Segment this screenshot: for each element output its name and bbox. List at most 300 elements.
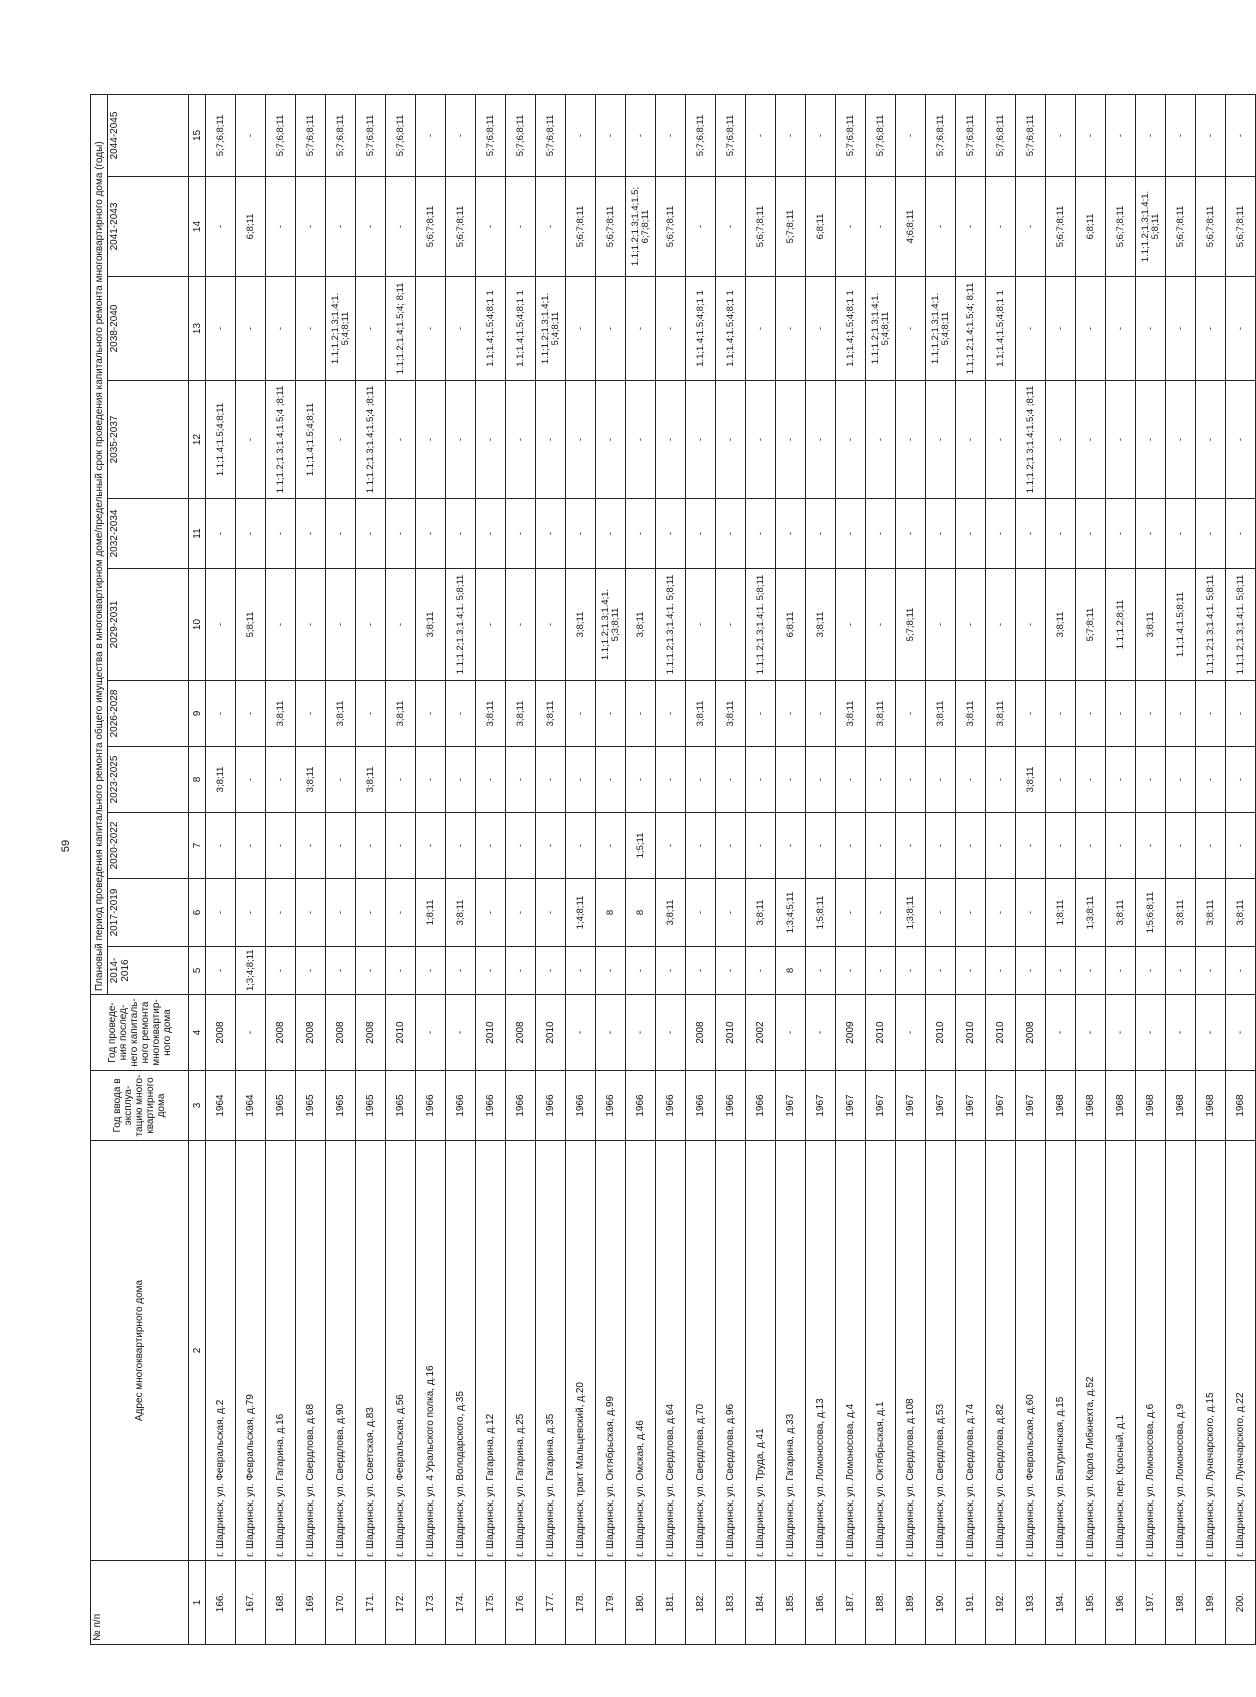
row-period-cell: 1.1;1.2;1.3;1.4;1. 5;8;11	[1196, 569, 1226, 681]
row-address: г. Шадринск, ул. Свердлова, д.96	[716, 1141, 746, 1561]
row-period-cell: -	[1016, 177, 1046, 277]
row-period-cell: -	[1076, 681, 1106, 747]
row-period-cell: -	[776, 681, 806, 747]
column-number: 11	[189, 499, 206, 569]
row-period-cell: 5;6;7;8;11	[746, 177, 776, 277]
row-period-cell: -	[266, 747, 296, 813]
row-period-cell: 3;8;11	[746, 879, 776, 947]
table-row	[566, 94, 596, 1644]
row-number: 181.	[656, 1561, 686, 1645]
row-period-cell: -	[1226, 499, 1256, 569]
row-period-cell: -	[806, 747, 836, 813]
row-number: 198.	[1166, 1561, 1196, 1645]
row-period-cell: -	[896, 747, 926, 813]
row-period-cell: -	[1016, 681, 1046, 747]
row-period-cell: 4;6;8;11	[896, 177, 926, 277]
row-period-cell: -	[956, 947, 986, 995]
row-period-cell: -	[476, 569, 506, 681]
row-period-cell: 5;7;6;8;11	[956, 94, 986, 176]
row-period-cell: -	[1016, 879, 1046, 947]
header-period: 2029-2031	[108, 569, 189, 681]
row-number: 194.	[1046, 1561, 1076, 1645]
row-period-cell: 5;7;6;8;11	[686, 94, 716, 176]
row-period-cell: -	[806, 381, 836, 499]
header-period: 2014-2016	[108, 947, 189, 995]
column-number: 6	[189, 879, 206, 947]
row-address: г. Шадринск, ул. Гагарина, д.16	[266, 1141, 296, 1561]
row-period-cell: -	[296, 277, 326, 381]
row-year-last-repair: -	[1136, 995, 1166, 1071]
row-period-cell: -	[656, 499, 686, 569]
row-period-cell: 5;7;6;8;11	[836, 94, 866, 176]
row-period-cell: -	[1046, 947, 1076, 995]
row-address: г. Шадринск, ул. Гагарина, д.25	[506, 1141, 536, 1561]
row-period-cell: 5;7;6;8;11	[536, 94, 566, 176]
row-period-cell: -	[806, 499, 836, 569]
row-period-cell: 3;8;11	[416, 569, 446, 681]
table-row	[746, 94, 776, 1644]
row-period-cell: 1;5;6;8;11	[1136, 879, 1166, 947]
row-period-cell: -	[1166, 813, 1196, 879]
row-address: г. Шадринск, ул. Луначарского, д.15	[1196, 1141, 1226, 1561]
row-period-cell: 3;8;11	[1166, 879, 1196, 947]
row-number: 177.	[536, 1561, 566, 1645]
row-period-cell: -	[206, 177, 236, 277]
row-number: 189.	[896, 1561, 926, 1645]
row-period-cell: -	[446, 499, 476, 569]
row-period-cell: 5;7;6;8;11	[356, 94, 386, 176]
row-year-commission: 1965	[266, 1071, 296, 1141]
row-period-cell: -	[956, 879, 986, 947]
column-number: 15	[189, 94, 206, 176]
row-period-cell: 1.1;1.2;8;11	[1106, 569, 1136, 681]
row-period-cell: 1.1;1.4;1.5;4;8;11	[296, 381, 326, 499]
row-period-cell: 3;8;11	[1226, 879, 1256, 947]
header-period: 2017-2019	[108, 879, 189, 947]
row-period-cell: -	[476, 947, 506, 995]
row-year-last-repair: 2008	[686, 995, 716, 1071]
row-period-cell: -	[1196, 947, 1226, 995]
row-address: г. Шадринск, ул. Свердлова, д.70	[686, 1141, 716, 1561]
row-period-cell: -	[326, 879, 356, 947]
row-period-cell: -	[1226, 94, 1256, 176]
row-period-cell: -	[656, 813, 686, 879]
row-number: 196.	[1106, 1561, 1136, 1645]
column-number: 10	[189, 569, 206, 681]
row-period-cell: -	[296, 681, 326, 747]
row-period-cell: -	[476, 879, 506, 947]
row-period-cell: -	[866, 813, 896, 879]
row-period-cell: 3;8;11	[1106, 879, 1136, 947]
row-year-commission: 1965	[296, 1071, 326, 1141]
header-period: 2020-2022	[108, 813, 189, 879]
row-period-cell: -	[986, 381, 1016, 499]
row-period-cell: 6;8;11	[776, 569, 806, 681]
row-period-cell: -	[1016, 947, 1046, 995]
row-period-cell: -	[1046, 813, 1076, 879]
row-period-cell: -	[926, 747, 956, 813]
row-period-cell: -	[686, 569, 716, 681]
row-period-cell: 5;6;7;8;11	[1226, 177, 1256, 277]
row-number: 193.	[1016, 1561, 1046, 1645]
row-period-cell: 3;8;11	[386, 681, 416, 747]
row-year-last-repair: 2010	[716, 995, 746, 1071]
row-period-cell: -	[836, 813, 866, 879]
row-number: 191.	[956, 1561, 986, 1645]
row-period-cell: 6;8;11	[236, 177, 266, 277]
row-number: 182.	[686, 1561, 716, 1645]
row-period-cell: -	[596, 499, 626, 569]
row-period-cell: 5;6;7;8;11	[1196, 177, 1226, 277]
row-period-cell: 5;7;6;8;11	[1016, 94, 1046, 176]
row-period-cell: -	[986, 813, 1016, 879]
column-number: 12	[189, 381, 206, 499]
row-period-cell: -	[1076, 747, 1106, 813]
row-period-cell: -	[266, 569, 296, 681]
row-period-cell: -	[716, 947, 746, 995]
row-period-cell: -	[1166, 947, 1196, 995]
row-period-cell: -	[1076, 947, 1106, 995]
row-period-cell: -	[746, 681, 776, 747]
row-period-cell: -	[206, 813, 236, 879]
row-period-cell: -	[926, 813, 956, 879]
row-period-cell: -	[446, 277, 476, 381]
row-period-cell: -	[506, 747, 536, 813]
row-period-cell: 5;7;6;8;11	[716, 94, 746, 176]
row-period-cell: 5;7;6;8;11	[926, 94, 956, 176]
row-period-cell: 1.1;1.4;1.5;4;8;1 1	[836, 277, 866, 381]
row-address: г. Шадринск, ул. Труда, д.41	[746, 1141, 776, 1561]
row-period-cell: -	[536, 177, 566, 277]
row-period-cell: 1.1;1.2;1.3;1.4;1. 5;8;11	[656, 569, 686, 681]
row-period-cell: -	[206, 879, 236, 947]
row-period-cell: -	[956, 747, 986, 813]
row-period-cell: 1.1;1.4;1.5;8;11	[1166, 569, 1196, 681]
table-row	[1196, 94, 1226, 1644]
row-period-cell: -	[1016, 277, 1046, 381]
row-period-cell: -	[506, 813, 536, 879]
row-period-cell: -	[986, 177, 1016, 277]
row-period-cell: -	[1016, 813, 1046, 879]
row-number: 178.	[566, 1561, 596, 1645]
row-period-cell: -	[866, 177, 896, 277]
row-address: г. Шадринск, ул. Свердлова, д.90	[326, 1141, 356, 1561]
table-row	[386, 94, 416, 1644]
row-period-cell: -	[506, 177, 536, 277]
header-period: 2035-2037	[108, 381, 189, 499]
row-period-cell: -	[596, 747, 626, 813]
row-period-cell: 5;7;8;11	[896, 569, 926, 681]
row-year-last-repair: -	[416, 995, 446, 1071]
row-year-last-repair: 2010	[866, 995, 896, 1071]
row-period-cell: -	[236, 499, 266, 569]
row-period-cell: -	[536, 499, 566, 569]
row-period-cell: -	[1106, 947, 1136, 995]
row-year-commission: 1966	[566, 1071, 596, 1141]
row-period-cell: -	[416, 277, 446, 381]
row-number: 166.	[206, 1561, 236, 1645]
row-year-commission: 1966	[476, 1071, 506, 1141]
row-period-cell: 6;8;11	[806, 177, 836, 277]
row-period-cell: -	[1046, 277, 1076, 381]
row-period-cell: 3;8;11	[566, 569, 596, 681]
header-year-commission: Год ввода в эксплуа- тацию много- квартирного дома	[91, 1071, 189, 1141]
row-year-commission: 1968	[1076, 1071, 1106, 1141]
row-address: г. Шадринск, ул. Гагарина, д.12	[476, 1141, 506, 1561]
row-period-cell: 1.1;1.2;1.4;1.5;4; 8;11	[956, 277, 986, 381]
row-period-cell: -	[1196, 681, 1226, 747]
row-period-cell: -	[1106, 681, 1136, 747]
row-period-cell: -	[416, 681, 446, 747]
row-period-cell: -	[566, 94, 596, 176]
row-address: г. Шадринск, ул. Омская, д.46	[626, 1141, 656, 1561]
row-year-last-repair: 2010	[956, 995, 986, 1071]
row-period-cell: 8	[776, 947, 806, 995]
row-period-cell: 3;8;11	[1016, 747, 1046, 813]
row-year-last-repair: 2008	[326, 995, 356, 1071]
row-period-cell: -	[476, 381, 506, 499]
row-period-cell: -	[266, 499, 296, 569]
row-year-commission: 1964	[236, 1071, 266, 1141]
row-year-commission: 1966	[596, 1071, 626, 1141]
row-year-commission: 1967	[836, 1071, 866, 1141]
table-row	[1226, 94, 1256, 1644]
row-period-cell: 3;8;11	[986, 681, 1016, 747]
row-period-cell: -	[956, 813, 986, 879]
row-period-cell: -	[236, 813, 266, 879]
row-year-commission: 1966	[626, 1071, 656, 1141]
row-period-cell: 5;6;7;8;11	[1166, 177, 1196, 277]
row-period-cell: -	[776, 813, 806, 879]
row-period-cell: -	[716, 879, 746, 947]
row-period-cell: -	[866, 499, 896, 569]
row-period-cell: -	[566, 277, 596, 381]
row-period-cell: -	[956, 381, 986, 499]
row-period-cell: 5;7;6;8;11	[506, 94, 536, 176]
row-period-cell: -	[236, 879, 266, 947]
row-year-commission: 1967	[1016, 1071, 1046, 1141]
row-period-cell: -	[716, 381, 746, 499]
row-address: г. Шадринск, ул. Свердлова, д.108	[896, 1141, 926, 1561]
row-period-cell: -	[1076, 381, 1106, 499]
row-year-commission: 1968	[1166, 1071, 1196, 1141]
row-period-cell: 1;8;11	[1046, 879, 1076, 947]
row-address: г. Шадринск, ул. Ломоносова, д.13	[806, 1141, 836, 1561]
row-period-cell: -	[386, 879, 416, 947]
row-year-last-repair: -	[656, 995, 686, 1071]
row-period-cell: -	[926, 879, 956, 947]
row-period-cell: 1.1;1.4;1.5;4;8;1 1	[716, 277, 746, 381]
row-period-cell: -	[926, 177, 956, 277]
table-row	[1016, 94, 1046, 1644]
row-period-cell: -	[446, 94, 476, 176]
row-period-cell: -	[566, 499, 596, 569]
column-number: 3	[189, 1071, 206, 1141]
row-period-cell: -	[386, 813, 416, 879]
row-period-cell: 5;6;7;8;11	[416, 177, 446, 277]
row-year-last-repair: 2010	[476, 995, 506, 1071]
row-period-cell: -	[956, 499, 986, 569]
row-year-last-repair: 2008	[506, 995, 536, 1071]
row-period-cell: 5;6;7;8;11	[656, 177, 686, 277]
header-period: 2026-2028	[108, 681, 189, 747]
row-period-cell: -	[746, 747, 776, 813]
row-period-cell: 1.1;1.2;1.3;1.4;1.5; 6;7;8;11	[626, 177, 656, 277]
row-period-cell: -	[356, 277, 386, 381]
table-row	[776, 94, 806, 1644]
row-address: г. Шадринск, ул. Февральская, д.79	[236, 1141, 266, 1561]
row-number: 172.	[386, 1561, 416, 1645]
row-period-cell: 5;8;11	[236, 569, 266, 681]
row-period-cell: -	[1196, 747, 1226, 813]
row-period-cell: -	[296, 569, 326, 681]
row-address: г. Шадринск, ул. Октябрьская, д.99	[596, 1141, 626, 1561]
row-period-cell: -	[206, 569, 236, 681]
row-period-cell: -	[836, 947, 866, 995]
table-row	[1136, 94, 1166, 1644]
row-year-commission: 1964	[206, 1071, 236, 1141]
row-period-cell: -	[296, 947, 326, 995]
row-period-cell: 5;6;7;8;11	[446, 177, 476, 277]
row-period-cell: -	[416, 947, 446, 995]
row-number: 171.	[356, 1561, 386, 1645]
row-period-cell: -	[446, 947, 476, 995]
row-period-cell: 5;7;6;8;11	[386, 94, 416, 176]
row-period-cell: 1.1;1.2;1.3;1.4;1.5;4 ;8;11	[1016, 381, 1046, 499]
row-period-cell: -	[476, 747, 506, 813]
row-period-cell: -	[1166, 499, 1196, 569]
row-period-cell: 5;6;7;8;11	[1046, 177, 1076, 277]
row-period-cell: -	[356, 813, 386, 879]
column-number: 7	[189, 813, 206, 879]
row-year-last-repair: -	[1166, 995, 1196, 1071]
row-period-cell: -	[446, 681, 476, 747]
row-period-cell: -	[356, 499, 386, 569]
row-address: г. Шадринск, ул. Свердлова, д.53	[926, 1141, 956, 1561]
row-period-cell: -	[1106, 499, 1136, 569]
row-period-cell: 5;7;6;8;11	[866, 94, 896, 176]
row-address: г. Шадринск, пер. Красный, д.1	[1106, 1141, 1136, 1561]
row-year-commission: 1968	[1136, 1071, 1166, 1141]
row-period-cell: -	[596, 277, 626, 381]
row-year-last-repair: 2010	[986, 995, 1016, 1071]
row-number: 173.	[416, 1561, 446, 1645]
row-period-cell: 1.1;1.2;1.3;1.4;1. 5;8;11	[1226, 569, 1256, 681]
row-number: 175.	[476, 1561, 506, 1645]
row-address: г. Шадринск, ул. Свердлова, д.68	[296, 1141, 326, 1561]
row-period-cell: 1;3;4;8;11	[236, 947, 266, 995]
row-period-cell: -	[1196, 381, 1226, 499]
row-year-commission: 1968	[1226, 1071, 1256, 1141]
row-period-cell: 1.1;1.2;1.3;1.4;1. 5;8;11	[1136, 177, 1166, 277]
row-period-cell: -	[746, 94, 776, 176]
capital-repair-table	[90, 94, 1256, 1645]
row-period-cell: -	[296, 499, 326, 569]
row-period-cell: -	[746, 813, 776, 879]
row-year-last-repair: 2008	[266, 995, 296, 1071]
row-period-cell: -	[446, 381, 476, 499]
row-period-cell: -	[386, 499, 416, 569]
row-period-cell: -	[1046, 681, 1076, 747]
row-number: 179.	[596, 1561, 626, 1645]
row-period-cell: -	[656, 747, 686, 813]
row-period-cell: -	[1076, 94, 1106, 176]
row-period-cell: 3;8;11	[326, 681, 356, 747]
row-period-cell: -	[326, 569, 356, 681]
row-period-cell: -	[626, 747, 656, 813]
table-row	[206, 94, 236, 1644]
row-period-cell: -	[746, 499, 776, 569]
table-row	[806, 94, 836, 1644]
row-period-cell: -	[416, 747, 446, 813]
row-period-cell: -	[656, 947, 686, 995]
row-period-cell: -	[206, 947, 236, 995]
row-period-cell: -	[656, 94, 686, 176]
row-period-cell: -	[986, 569, 1016, 681]
row-address: г. Шадринск, ул. Володарского, д.35	[446, 1141, 476, 1561]
row-number: 170.	[326, 1561, 356, 1645]
row-period-cell: -	[416, 94, 446, 176]
row-period-cell: -	[626, 381, 656, 499]
row-year-last-repair: -	[626, 995, 656, 1071]
row-period-cell: 1.1;1.4;1.5;4;8;1 1	[986, 277, 1016, 381]
row-period-cell: 5;7;6;8;11	[296, 94, 326, 176]
row-year-commission: 1967	[806, 1071, 836, 1141]
row-period-cell: -	[626, 94, 656, 176]
row-period-cell: -	[836, 569, 866, 681]
row-period-cell: -	[296, 813, 326, 879]
row-period-cell: -	[656, 277, 686, 381]
row-period-cell: -	[1106, 813, 1136, 879]
row-period-cell: -	[1136, 947, 1166, 995]
row-period-cell: -	[266, 177, 296, 277]
row-period-cell: -	[686, 499, 716, 569]
row-year-last-repair: -	[596, 995, 626, 1071]
row-period-cell: -	[266, 813, 296, 879]
row-period-cell: -	[896, 947, 926, 995]
column-number: 4	[189, 995, 206, 1071]
row-period-cell: -	[266, 277, 296, 381]
table-row	[296, 94, 326, 1644]
row-period-cell: -	[776, 94, 806, 176]
header-period: 2023-2025	[108, 747, 189, 813]
row-period-cell: -	[236, 681, 266, 747]
row-period-cell: 3;8;11	[1136, 569, 1166, 681]
row-period-cell: -	[986, 879, 1016, 947]
row-year-last-repair: 2008	[1016, 995, 1046, 1071]
table-row	[356, 94, 386, 1644]
row-period-cell: -	[626, 947, 656, 995]
row-period-cell: -	[236, 277, 266, 381]
row-period-cell: -	[896, 381, 926, 499]
row-period-cell: -	[656, 381, 686, 499]
row-period-cell: 5;6;7;8;11	[596, 177, 626, 277]
row-period-cell: -	[896, 94, 926, 176]
row-period-cell: 1;3;8;11	[896, 879, 926, 947]
row-period-cell: 1.1;1.2;1.3;1.4;1. 5;8;11	[746, 569, 776, 681]
row-period-cell: 3;8;11	[626, 569, 656, 681]
row-year-last-repair: 2010	[386, 995, 416, 1071]
row-period-cell: -	[716, 569, 746, 681]
row-period-cell: -	[236, 94, 266, 176]
table-row	[416, 94, 446, 1644]
row-period-cell: -	[566, 947, 596, 995]
row-year-last-repair: 2008	[356, 995, 386, 1071]
row-period-cell: -	[1106, 94, 1136, 176]
row-period-cell: -	[1136, 277, 1166, 381]
rotated-sheet	[90, 95, 1246, 1645]
row-year-commission: 1966	[716, 1071, 746, 1141]
